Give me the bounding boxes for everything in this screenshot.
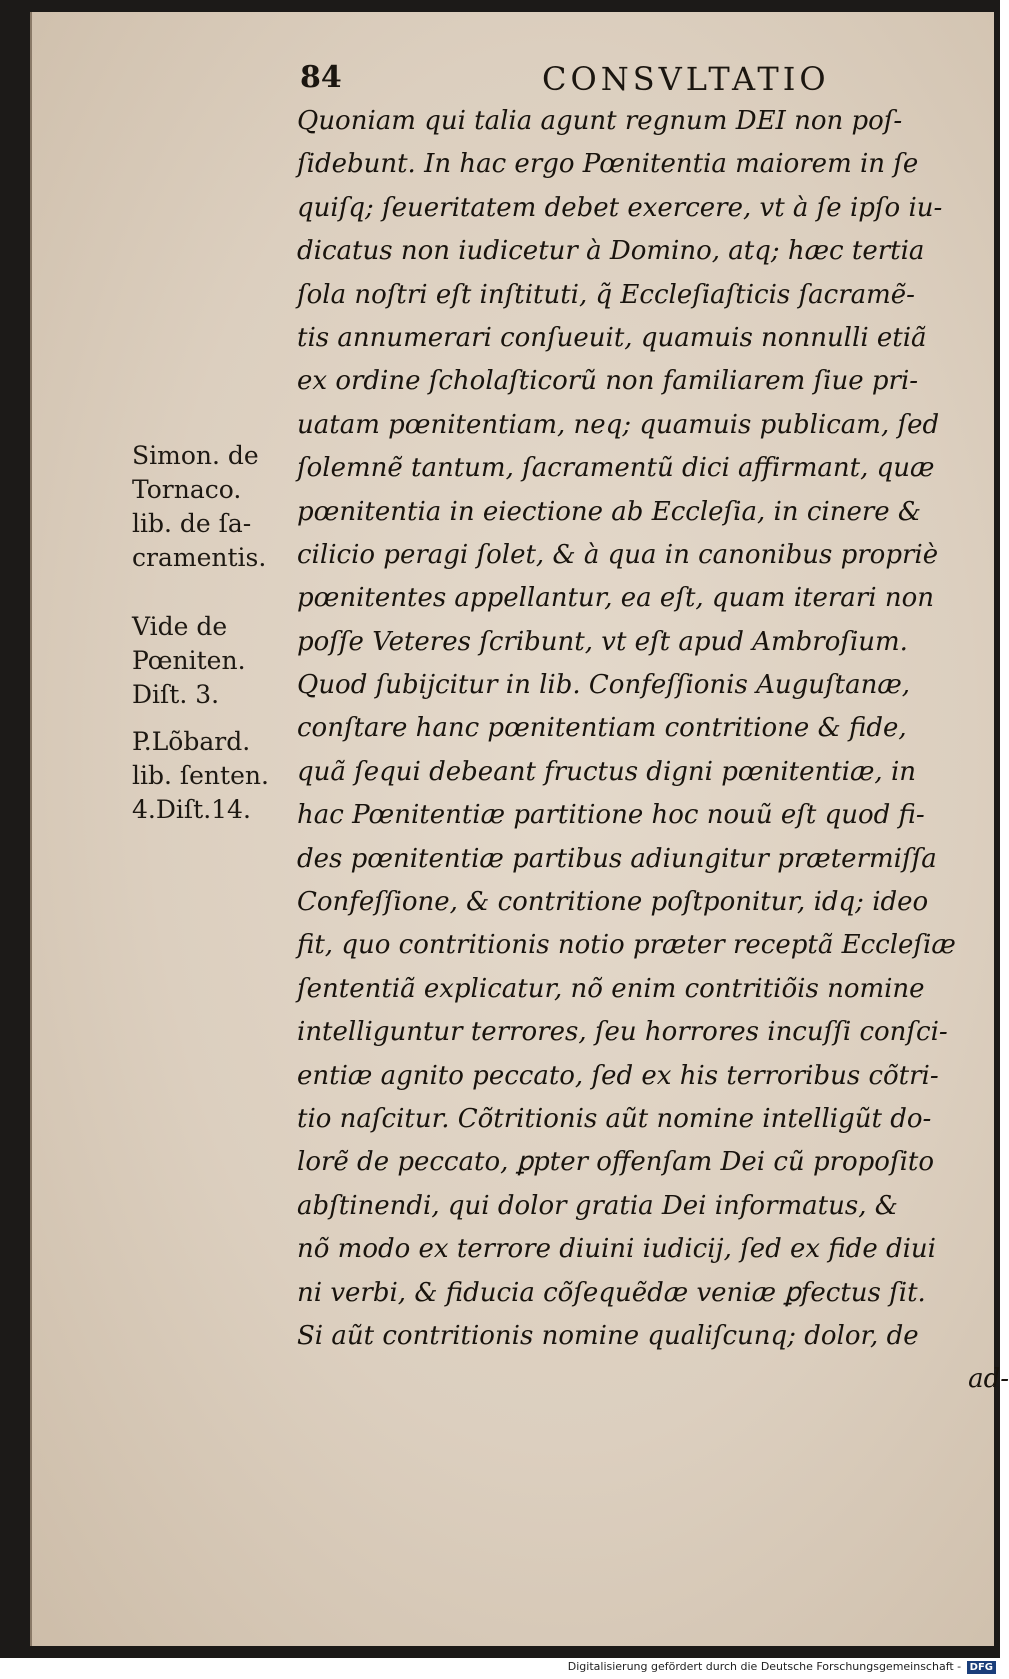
text-line: ad-	[968, 1364, 1009, 1395]
text-line: quiſq; ſeueritatem debet exercere, vt à ſe ipſo iu-	[297, 192, 943, 223]
digitization-footer	[568, 1660, 996, 1674]
text-line: Confeſſione, & contritione poſtponitur, idq; ideo	[297, 887, 929, 918]
footer-text: Digitalisierung gefördert durch die Deutsche Forschungsgemeinschaft -	[567, 1660, 962, 1673]
note-line: Vide de	[132, 612, 228, 641]
note-line: 4.Diſt.14.	[132, 795, 251, 824]
note-line: Tornaco.	[132, 475, 242, 504]
page-number: 84	[300, 60, 342, 95]
text-line: ſententiã explicatur, nõ enim contritiõis nomine	[297, 973, 925, 1004]
text-line: ex ordine ſcholaſticorũ non familiarem ſiue pri-	[297, 366, 919, 397]
note-line: Pœniten.	[132, 646, 246, 675]
text-line: pœnitentia in eiectione ab Eccleſia, in cinere &	[297, 496, 922, 527]
text-line: conſtare hanc pœnitentiam contritione & fide,	[297, 713, 907, 744]
text-line: nõ modo ex terrore diuini iudicij, ſed ex fide diui	[297, 1234, 936, 1265]
running-head: CONSVLTATIO	[542, 60, 830, 98]
text-line: des pœnitentiæ partibus adiungitur prætermiſſa	[297, 843, 937, 874]
text-line: Quod ſubijcitur in lib. Confeſſionis Auguſtanæ,	[297, 670, 911, 701]
text-line: ni verbi, & fiducia cõſequẽdæ veniæ ꝑfectus ſit.	[297, 1277, 926, 1308]
text-line: cilicio peragi ſolet, & à qua in canonibus propriè	[297, 539, 939, 570]
note-line: lib. ſenten.	[132, 761, 269, 790]
text-line: intelliguntur terrores, ſeu horrores incuſſi conſci-	[297, 1017, 948, 1048]
text-line: lorẽ de peccato, ꝑpter offenſam Dei cũ propoſito	[297, 1147, 934, 1178]
note-line: P.Lõbard.	[132, 727, 251, 756]
margin-note-simon	[132, 439, 294, 575]
text-line: poſſe Veteres ſcribunt, vt eſt apud Ambroſium.	[297, 626, 908, 657]
text-line: quã ſequi debeant fructus digni pœnitentiæ, in	[297, 756, 917, 787]
text-line: Si aũt contritionis nomine qualiſcunq; dolor, de	[297, 1320, 919, 1351]
book-page	[30, 12, 1009, 1646]
note-line: Diſt. 3.	[132, 680, 220, 709]
text-line: ſola noſtri eſt inſtituti, q̃ Eccleſiaſticis ſacramẽ-	[297, 279, 915, 310]
text-line: ſidebunt. In hac ergo Pœnitentia maiorem in ſe	[297, 149, 919, 180]
text-line: uatam pœnitentiam, neq; quamuis publicam, ſed	[297, 409, 940, 440]
text-line: hac Pœnitentiæ partitione hoc nouũ eſt quod fi-	[297, 800, 925, 831]
text-line: ſolemnẽ tantum, ſacramentũ dici affirmant, quæ	[297, 453, 935, 484]
dfg-logo: DFG	[967, 1661, 996, 1674]
text-line: tis annumerari conſueuit, quamuis nonnulli etiã	[297, 322, 927, 353]
margin-note-lombard	[132, 725, 294, 827]
note-line: lib. de ſa-	[132, 509, 252, 538]
note-line: Simon. de	[132, 441, 259, 470]
text-line: abſtinendi, qui dolor gratia Dei informatus, &	[297, 1190, 898, 1221]
text-line: Quoniam qui talia agunt regnum DEI non poſ-	[297, 106, 903, 136]
text-line: fit, quo contritionis notio præter receptã Eccleſiæ	[297, 930, 956, 961]
text-line: entiæ agnito peccato, ſed ex his terroribus cõtri-	[297, 1060, 939, 1091]
text-line: dicatus non iudicetur à Domino, atq; hæc tertia	[297, 236, 925, 267]
text-line: tio naſcitur. Cõtritionis aũt nomine intelligũt do-	[297, 1103, 932, 1134]
body-text	[297, 100, 1009, 1402]
note-line: cramentis.	[132, 543, 267, 572]
margin-note-vide	[132, 610, 294, 712]
text-line: pœnitentes appellantur, ea eſt, quam iterari non	[297, 583, 934, 614]
